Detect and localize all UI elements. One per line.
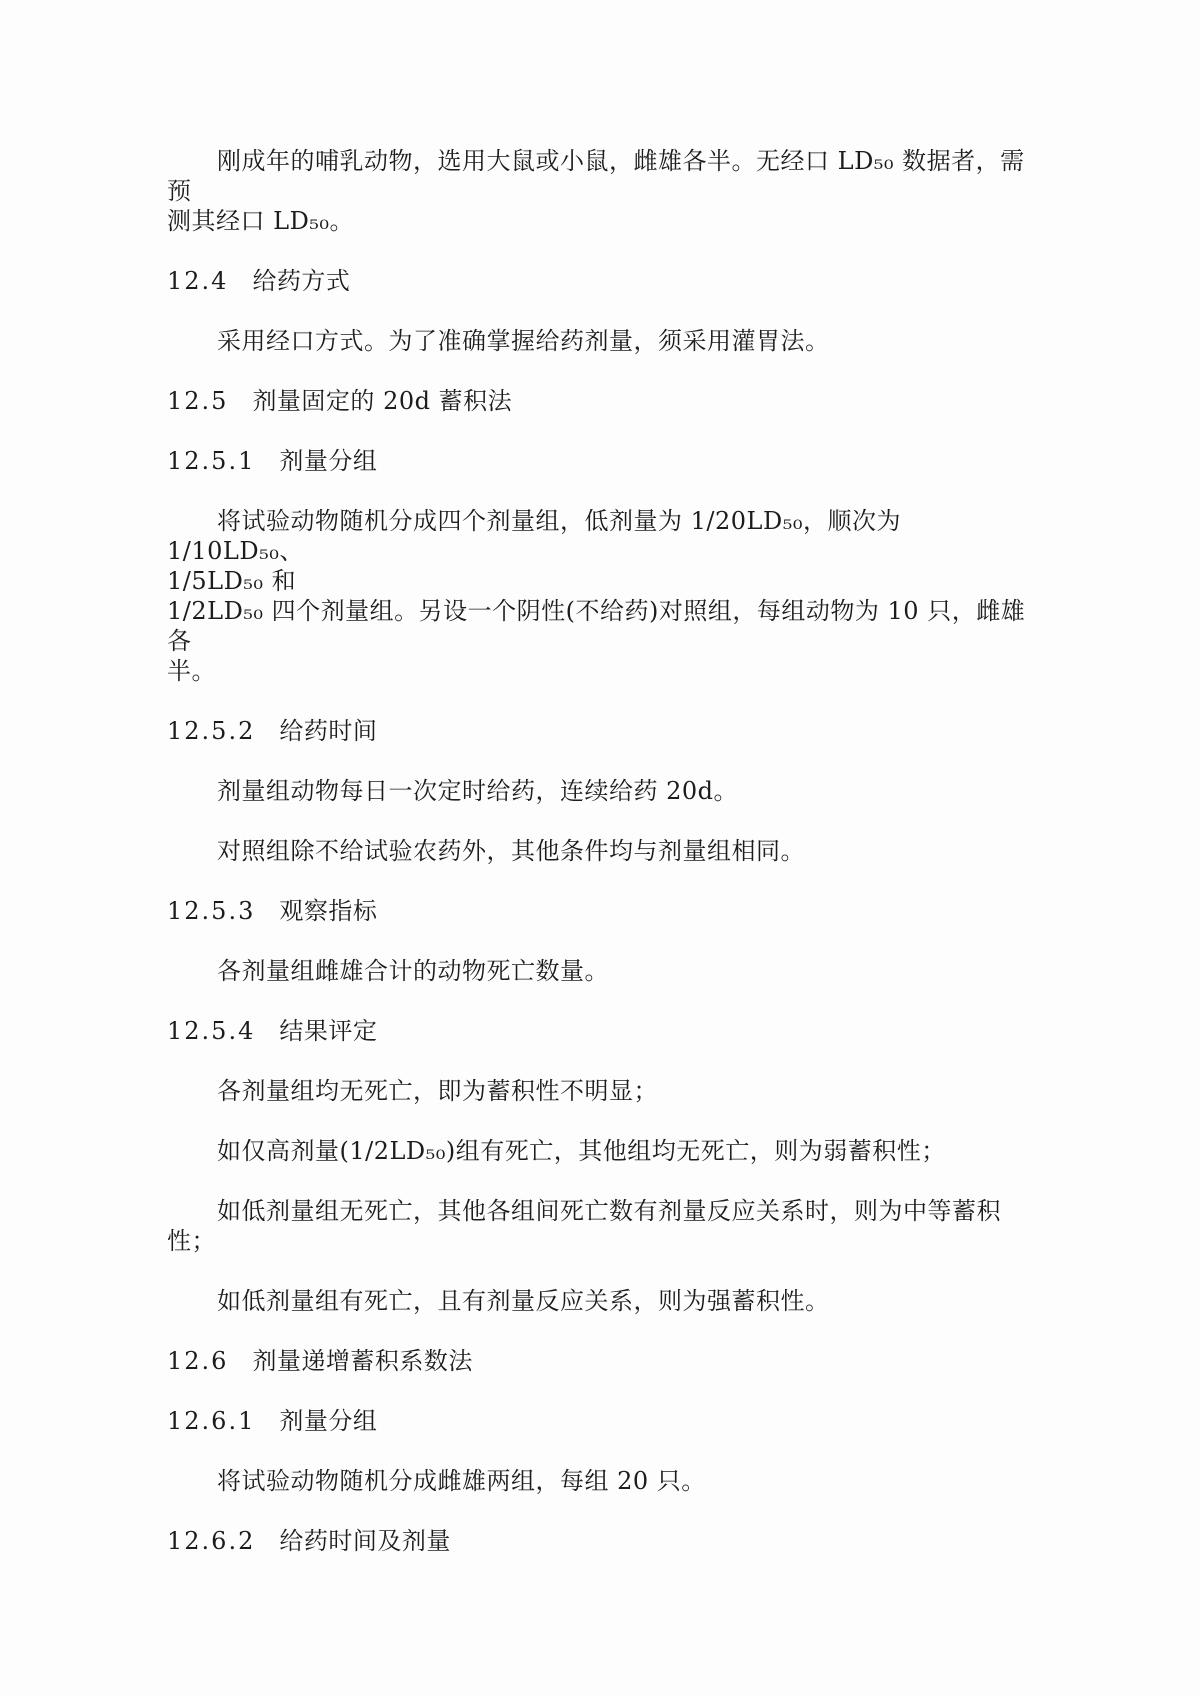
section-number: 12.6.1 [167,1407,256,1435]
paragraph-line: 将试验动物随机分成四个剂量组，低剂量为 1/20LD₅₀，顺次为 1/10LD₅₀、 [167,507,901,565]
document-paragraph [167,1196,1039,1256]
section-heading [167,896,1039,926]
paragraph-line: 如仅高剂量(1/2LD₅₀)组有死亡，其他组均无死亡，则为弱蓄积性； [217,1137,946,1165]
section-number: 12.5.1 [167,447,256,475]
document-paragraph [167,146,1039,236]
paragraph-line: 剂量组动物每日一次定时给药，连续给药 20d。 [217,777,739,805]
section-title: 结果评定 [279,1017,378,1045]
paragraph-line: 半。 [167,657,216,685]
document-content [167,146,1039,1586]
paragraph-line: 将试验动物随机分成雌雄两组，每组 20 只。 [217,1467,706,1495]
section-title: 剂量分组 [279,1407,378,1435]
section-heading [167,1346,1039,1376]
section-heading [167,1016,1039,1046]
section-heading [167,716,1039,746]
paragraph-line: 各剂量组雌雄合计的动物死亡数量。 [217,957,609,985]
section-heading [167,266,1039,296]
section-heading [167,386,1039,416]
section-number: 12.6 [167,1347,229,1375]
section-heading [167,1406,1039,1436]
section-heading [167,1526,1039,1556]
document-paragraph [167,326,1039,356]
paragraph-line: 1/2LD₅₀ 四个剂量组。另设一个阴性(不给药)对照组，每组动物为 10 只，雌雄各 [167,597,1026,655]
section-title: 给药时间及剂量 [279,1527,451,1555]
section-number: 12.5 [167,387,229,415]
document-paragraph [167,1286,1039,1316]
section-title: 剂量递增蓄积系数法 [252,1347,473,1375]
section-number: 12.5.3 [167,897,256,925]
paragraph-line: 如低剂量组无死亡，其他各组间死亡数有剂量反应关系时，则为中等蓄积性； [167,1197,1001,1255]
section-number: 12.4 [167,267,229,295]
paragraph-line: 对照组除不给试验农药外，其他条件均与剂量组相同。 [217,837,805,865]
section-number: 12.6.2 [167,1527,256,1555]
document-paragraph [167,956,1039,986]
section-title: 给药时间 [279,717,378,745]
section-title: 给药方式 [252,267,351,295]
paragraph-line: 各剂量组均无死亡，即为蓄积性不明显； [217,1077,658,1105]
paragraph-line: 刚成年的哺乳动物，选用大鼠或小鼠，雌雄各半。无经口 LD₅₀ 数据者，需预 [167,147,1025,205]
section-title: 剂量分组 [279,447,378,475]
section-number: 12.5.2 [167,717,256,745]
section-title: 观察指标 [279,897,378,925]
paragraph-line: 采用经口方式。为了准确掌握给药剂量，须采用灌胃法。 [217,327,830,355]
paragraph-line: 1/5LD₅₀ 和 [167,567,297,595]
document-paragraph [167,776,1039,806]
paragraph-line: 如低剂量组有死亡，且有剂量反应关系，则为强蓄积性。 [217,1287,830,1315]
document-paragraph [167,836,1039,866]
document-paragraph [167,1466,1039,1496]
document-paragraph [167,1136,1039,1166]
document-paragraph [167,1076,1039,1106]
section-number: 12.5.4 [167,1017,256,1045]
section-heading [167,446,1039,476]
document-paragraph [167,506,1039,686]
paragraph-line: 测其经口 LD₅₀。 [167,207,355,235]
section-title: 剂量固定的 20d 蓄积法 [252,387,513,415]
